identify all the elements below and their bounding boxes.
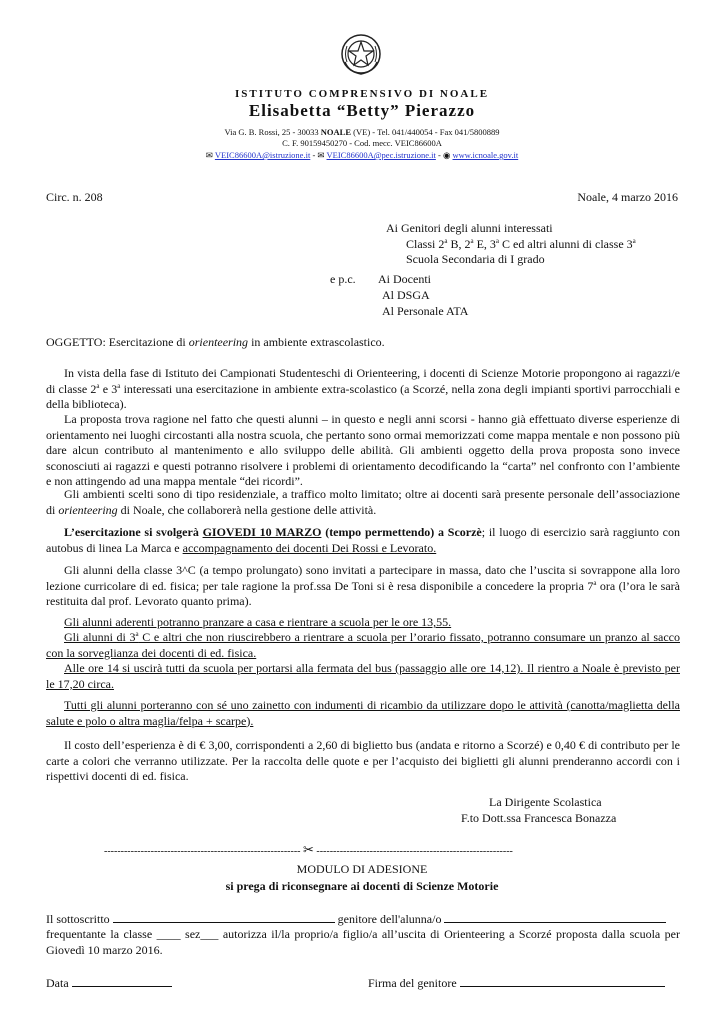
signer-name-field[interactable] <box>113 911 335 923</box>
paragraph-lunch-home: Gli alunni aderenti potranno pranzare a casa e rientrare a scuola per le ore 13,55. <box>64 615 452 629</box>
paragraph-packed-lunch: Gli alunni di 3$^a$ C e altri che non riuscirebbero a rientrare a scuola per l’orario fissato, potranno consumare un pranzo al sacco con la sorveglianza dei docenti di ed. fisica. <box>46 630 680 660</box>
cut-line: ----------------------------------------------------------- ✂ ----------------------------------------------------------- <box>104 842 513 857</box>
student-name-field[interactable] <box>444 911 666 923</box>
italian-republic-emblem-icon <box>339 32 383 76</box>
globe-icon: ◉ <box>442 150 451 160</box>
circular-date: Noale, 4 marzo 2016 <box>577 190 678 204</box>
subject-line: OGGETTO: Esercitazione di orienteering in ambiente extrascolastico. <box>46 335 385 349</box>
recipient-ata: Al Personale ATA <box>382 304 469 318</box>
recipient-dsga: Al DSGA <box>382 288 430 302</box>
date-field[interactable] <box>72 975 172 987</box>
paragraph-intro: In vista della fase di Istituto dei Campionati Studenteschi di Orienteering, i docenti di Scienze Motorie propongono ai ragazzi/e di classe 2$^a$ e 3$^a$ interessati una esercitazione in ambiente extra-scolastico (a Scorzé, nella zona degli impianti sportivi parrocchiali e della biblioteca). <box>46 366 680 412</box>
form-authorization: frequentante la classe ____ sez___ autorizza il/la proprio/a figlio/a all’uscita di Orienteering a Scorzé proposta dalla scuola per Giovedì 10 marzo 2016. <box>46 927 680 957</box>
mail-icon: ✉ <box>317 150 325 160</box>
form-row-names: Il sottoscritto genitore dell'alunna/o <box>46 911 680 928</box>
paragraph-equipment: Tutti gli alunni porteranno con sé uno zainetto con indumenti di ricambio da utilizzare dopo le attività (canotta/maglietta della salute e polo o altra maglia/felpa + scarpe). <box>46 698 680 728</box>
institute-title: ISTITUTO COMPRENSIVO DI NOALE <box>234 88 490 100</box>
epc-label: e p.c. <box>330 272 356 286</box>
school-name: Elisabetta “Betty” Pierazzo <box>248 101 476 120</box>
recipient-classes: Classi 2$^a$ B, 2$^a$ E, 3$^a$ C ed altri alunni di classe 3$^a$ <box>406 237 636 251</box>
recipient-teachers: Ai Docenti <box>378 272 431 286</box>
form-subtitle: si prega di riconsegnare ai docenti di Scienze Motorie <box>225 879 499 893</box>
scissors-icon: ✂ <box>302 842 314 857</box>
paragraph-departure: Alle ore 14 si uscirà tutti da scuola per portarsi alla fermata del bus (passaggio alle ore 14,12). Il rientro a Noale è previsto per le 17,20 circa. <box>46 661 680 691</box>
email-link[interactable]: VEIC86600A@istruzione.it <box>214 150 311 160</box>
paragraph-date-location: L’esercitazione si svolgerà GIOVEDI 10 MARZO (tempo permettendo) a Scorzè; il luogo di esercizio sarà raggiunto con autobus di linea La Marca e accompagnamento dei docenti Dei Rossi e Levorato. <box>46 525 680 555</box>
signature-role: La Dirigente Scolastica <box>489 795 602 809</box>
form-title: MODULO DI ADESIONE <box>296 862 428 876</box>
paragraph-environments: Gli ambienti scelti sono di tipo residenziale, a traffico molto limitato; oltre ai docenti sarà presente personale dell’associazione di orienteering di Noale, che collaborerà nella gestione delle attività. <box>46 487 680 517</box>
address-line-2: C. F. 90159450270 - Cod. mecc. VEIC86600A <box>282 138 442 148</box>
pec-email-link[interactable]: VEIC86600A@pec.istruzione.it <box>326 150 436 160</box>
form-date-row: Data <box>46 975 172 992</box>
paragraph-cost: Il costo dell’esperienza è di € 3,00, corrispondenti a 2,60 di biglietto bus (andata e ritorno a Scorzé) e 0,40 € di contributo per le carte a colori che verranno utilizzate. Per la raccolta delle quote e per l’acquisto dei biglietti gli alunni prenderanno accordi con i rispettivi docenti di ed. fisica. <box>46 738 680 784</box>
signature-name: F.to Dott.ssa Francesca Bonazza <box>461 811 617 825</box>
parent-signature-field[interactable] <box>460 975 665 987</box>
paragraph-class-3c: Gli alunni della classe 3^C (a tempo prolungato) sono invitati a partecipare in massa, dato che l’uscita si sovrappone alla loro lezione curricolare di ed. fisica; per tale ragione la prof.ssa De Toni si è resa disponibile a concedere la propria 7$^a$ ora (l’ora le sarà restituita dal prof. Levorato quanto prima). <box>46 563 680 609</box>
recipient-school: Scuola Secondaria di I grado <box>406 252 545 266</box>
paragraph-reason: La proposta trova ragione nel fatto che questi alunni – in questo e negli anni scorsi - hanno già effettuato diverse esperienze di orientamento nei luoghi circostanti alla nostra scuola, che pertanto sono ormai memorizzati come mappa mentale e non possono più dare alcun contributo al mantenimento e allo sviluppo delle abilità. Gli ambienti oggetto della prova proposta sono invece sconosciuti ai ragazzi e questi potranno risolvere i problemi di orientamento decodificando la “carta” nel confronto con l’ambiente e non attingendo ad una mappa mentale “dei ricordi”. <box>46 412 680 489</box>
recipient-parents: Ai Genitori degli alunni interessati <box>386 221 553 235</box>
mail-icon: ✉ <box>205 150 213 160</box>
form-signature-row: Firma del genitore <box>368 975 665 992</box>
circular-number: Circ. n. 208 <box>46 190 103 204</box>
address-line-1: Via G. B. Rossi, 25 - 30033 NOALE (VE) - Tel. 041/440054 - Fax 041/5800889 <box>224 127 500 137</box>
contact-line: ✉ VEIC86600A@istruzione.it - ✉ VEIC86600A@pec.istruzione.it - ◉ www.icnoale.gov.it <box>205 150 519 160</box>
website-link[interactable]: www.icnoale.gov.it <box>452 150 519 160</box>
